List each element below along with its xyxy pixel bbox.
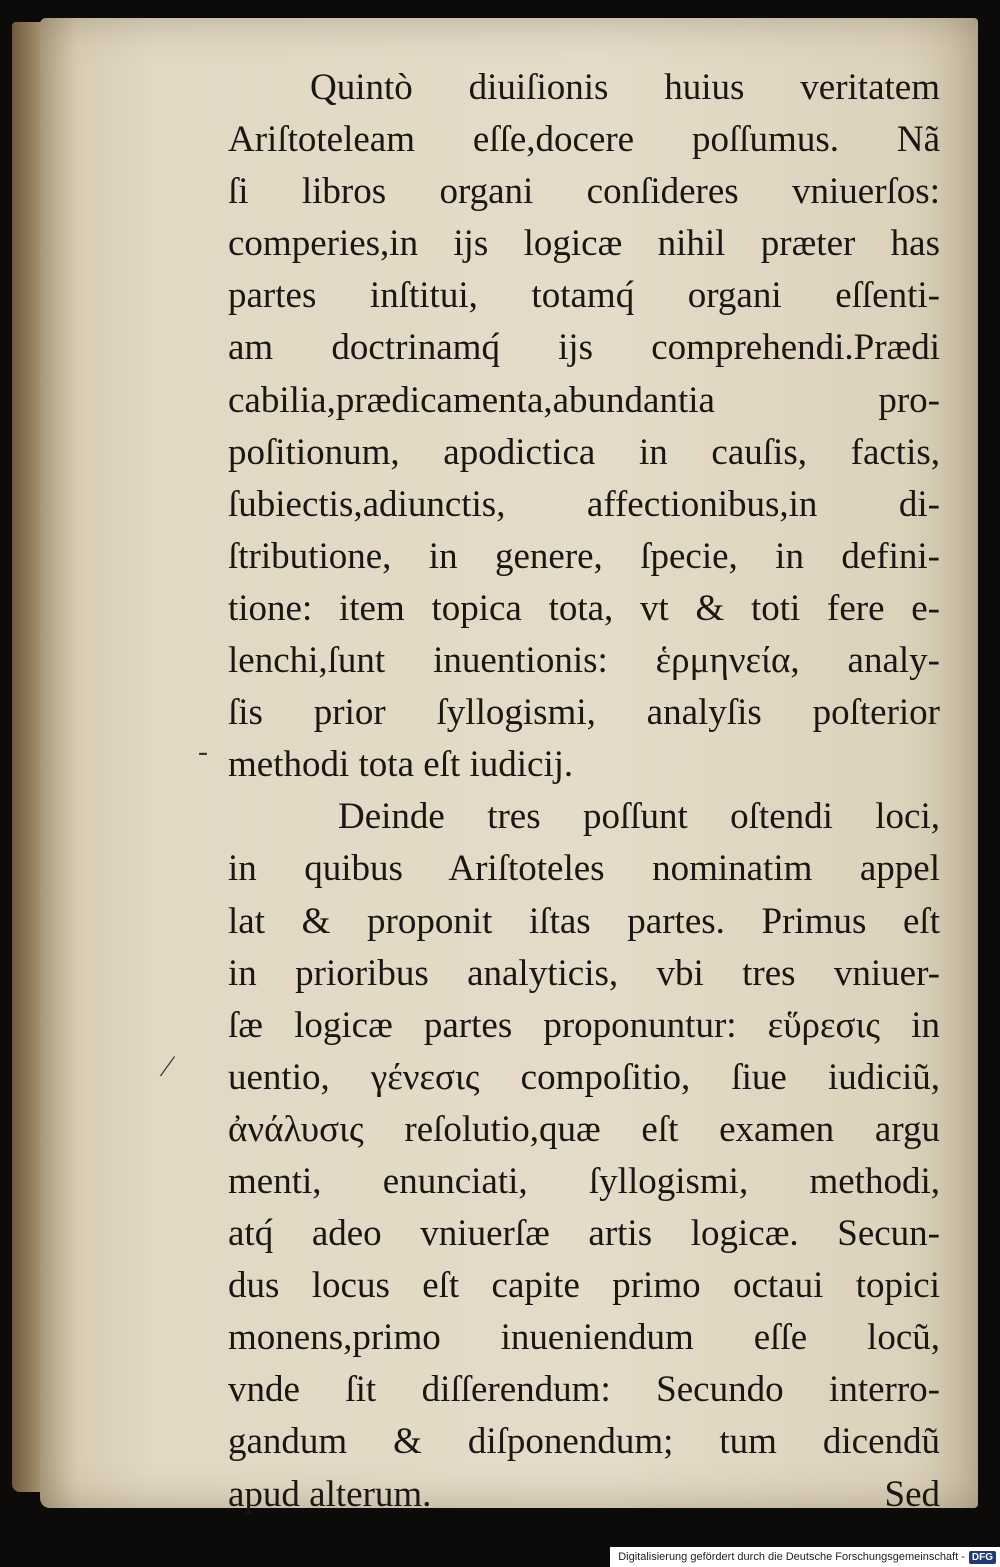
text-line: atq́ adeo vniuerſæ artis logicæ. Secun- [228,1213,940,1255]
text-line: dus locus eſt capite primo octaui topici [228,1265,940,1307]
text-line: Deinde tres poſſunt oſtendi loci, [338,796,940,838]
text-line: poſitionum, apodictica in cauſis, factis, [228,431,940,473]
text-line: ſi libros organi conſideres vniuerſos: [228,171,940,213]
footer-credit: Digitalisierung gefördert durch die Deutsche Forschungsgemeinschaft - [618,1551,965,1563]
text-line: methodi tota eſt iudicĳ. [228,744,574,786]
text-line: monens,primo inueniendum eſſe locũ, [228,1317,940,1359]
text-line: cabilia,prædicamenta,abundantia pro- [228,379,940,421]
page-text [228,62,940,1521]
last-text-line: apud alterum. [228,1473,432,1515]
last-line-row [228,1469,940,1521]
text-line: vnde ſit diſſerendum: Secundo interro- [228,1369,940,1411]
digitization-footer [610,1547,1000,1567]
text-line: gandum & diſponendum; tum dicendũ [228,1421,940,1463]
text-line: ἀνάλυσις reſolutio,quæ eſt examen argu [228,1108,940,1150]
book-edge [12,22,42,1492]
text-line: menti, enunciati, ſyllogismi, methodi, [228,1160,940,1202]
text-line: in prioribus analyticis, vbi tres vniuer- [228,952,940,994]
margin-mark: ⁄ [165,1050,171,1083]
text-line: ſtributione, in genere, ſpecie, in defini- [228,535,940,577]
text-line: lat & proponit iſtas partes. Primus eſt [228,900,940,942]
text-line: in quibus Ariſtoteles nominatim appel [228,848,940,890]
text-line: ſubiectis,adiunctis, affectionibus,in di- [228,483,940,525]
text-line: uentio, γένεσις compoſitio, ſiue iudiciũ, [228,1056,940,1098]
text-line: Quintò diuiſionis huius veritatem [310,67,940,108]
dfg-logo: DFG [969,1551,996,1564]
text-line: ſis prior ſyllogismi, analyſis poſterior [228,692,940,734]
text-line: am doctrinamq́ ĳs comprehendi.Prædi [228,327,940,369]
text-line: tione: item topica tota, vt & toti fere e- [228,587,940,629]
text-line: comperies,in ĳs logicæ nihil præter has [228,223,940,265]
margin-mark: - [198,735,208,768]
text-line: lenchi,ſunt inuentionis: ἑρμηνεία, analy- [228,640,940,682]
text-line: Ariſtoteleam eſſe,docere poſſumus. Nã [228,119,940,161]
catchword: Sed [884,1473,940,1515]
text-line: ſæ logicæ partes proponuntur: εὕρεσις in [228,1004,940,1046]
text-line: partes inſtitui, totamq́ organi eſſenti- [228,275,940,317]
